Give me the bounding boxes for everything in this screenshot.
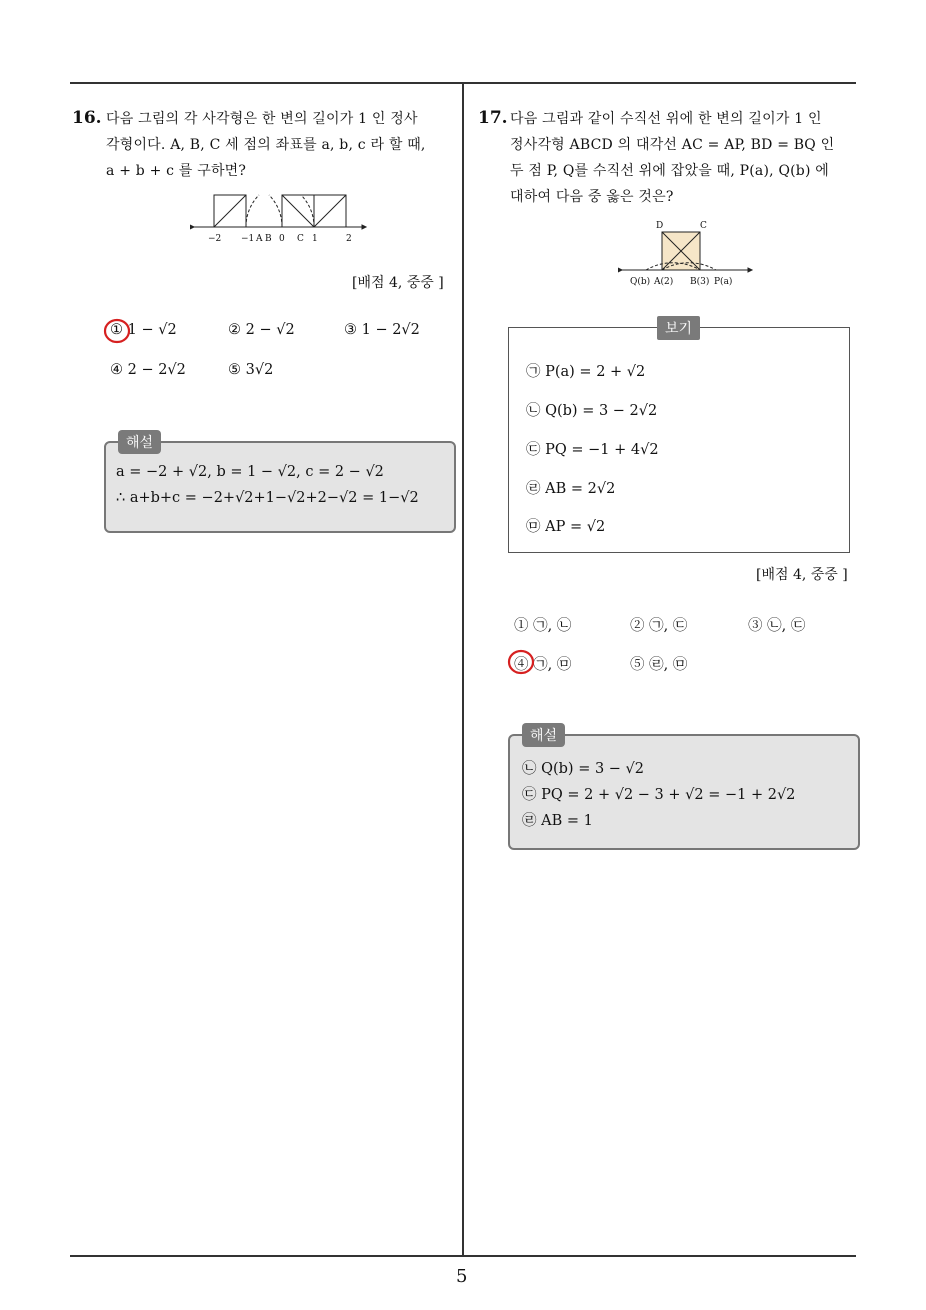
q16-solution-line: a = −2 + √2, b = 1 − √2, c = 2 − √2 [116,464,384,480]
q17-text-line: 정사각형 ABCD 의 대각선 AC = AP, BD = BQ 인 [510,137,835,153]
q17-axis-label: B(3) [690,277,710,287]
q16-point-label: B [265,234,272,244]
q16-text-line: 다음 그림의 각 사각형은 한 변의 길이가 1 인 정사 [106,111,418,127]
q17-axis-label: A(2) [654,277,674,287]
q16-text-line: a + b + c 를 구하면? [106,163,247,179]
q17-bogi-item: ㉣ AB = 2√2 [526,481,616,497]
q16-solution-box [104,441,456,533]
q17-solution-line: ㉡ Q(b) = 3 − √2 [522,761,645,777]
q16-point-label: A [256,234,263,244]
q17-axis-label: P(a) [714,277,733,287]
q17-figure [618,218,758,292]
q16-point-label: C [297,234,304,244]
q16-tick-label: −1 [241,234,255,244]
q17-choice-4[interactable]: ④ ㉠, ㉤ [514,657,572,673]
q17-bogi-item: ㉢ PQ = −1 + 4√2 [526,442,659,458]
q16-choice-2[interactable]: ② 2 − √2 [228,322,295,338]
q17-bogi-item: ㉡ Q(b) = 3 − 2√2 [526,403,658,419]
q16-choice-4[interactable]: ④ 2 − 2√2 [110,362,186,378]
bottom-rule [70,1255,856,1257]
q17-solution-line: ㉣ AB = 1 [522,813,593,829]
q16-choice-1[interactable]: ① 1 − √2 [110,322,177,338]
q16-answer-circle [102,316,134,346]
page-number: 5 [456,1266,468,1287]
q17-number: 17. [478,108,508,128]
q17-solution-line: ㉢ PQ = 2 + √2 − 3 + √2 = −1 + 2√2 [522,787,796,803]
q17-solution-tag: 해설 [522,723,565,747]
q17-text-line: 대하여 다음 중 옳은 것은? [510,189,674,205]
q17-axis-label: Q(b) [630,277,651,287]
q17-bogi-tag: 보기 [657,316,700,340]
column-divider [462,82,464,1256]
q17-choice-3[interactable]: ③ ㉡, ㉢ [748,618,806,634]
q17-vertex-label: D [656,221,664,231]
q17-text-line: 두 점 P, Q를 수직선 위에 잡았을 때, P(a), Q(b) 에 [510,163,829,179]
q16-solution-line: ∴ a+b+c = −2+√2+1−√2+2−√2 = 1−√2 [116,490,419,506]
q17-text [510,106,834,210]
q16-text [106,106,426,184]
q16-choice-5[interactable]: ⑤ 3√2 [228,362,274,378]
q16-score: [배점 4, 중중 ] [352,275,444,291]
q17-choice-2[interactable]: ② ㉠, ㉢ [630,618,688,634]
q17-choice-1[interactable]: ① ㉠, ㉡ [514,618,572,634]
q16-solution-tag: 해설 [118,430,161,454]
q17-vertex-label: C [700,221,707,231]
q16-tick-label: 2 [346,234,352,244]
q17-choice-5[interactable]: ⑤ ㉣, ㉤ [630,657,688,673]
q17-answer-circle [506,647,538,677]
q16-figure [190,190,370,250]
q17-text-line: 다음 그림과 같이 수직선 위에 한 변의 길이가 1 인 [510,111,822,127]
q16-number: 16. [72,108,102,128]
q16-choice-3[interactable]: ③ 1 − 2√2 [344,322,420,338]
q16-tick-label: −2 [208,234,222,244]
q16-tick-label: 0 [279,234,285,244]
q16-tick-label: 1 [312,234,318,244]
q17-bogi-item: ㉤ AP = √2 [526,519,606,535]
q16-text-line: 각형이다. A, B, C 세 점의 좌표를 a, b, c 라 할 때, [106,137,426,153]
q17-bogi-item: ㉠ P(a) = 2 + √2 [526,364,646,380]
q17-score: [배점 4, 중중 ] [756,567,848,583]
